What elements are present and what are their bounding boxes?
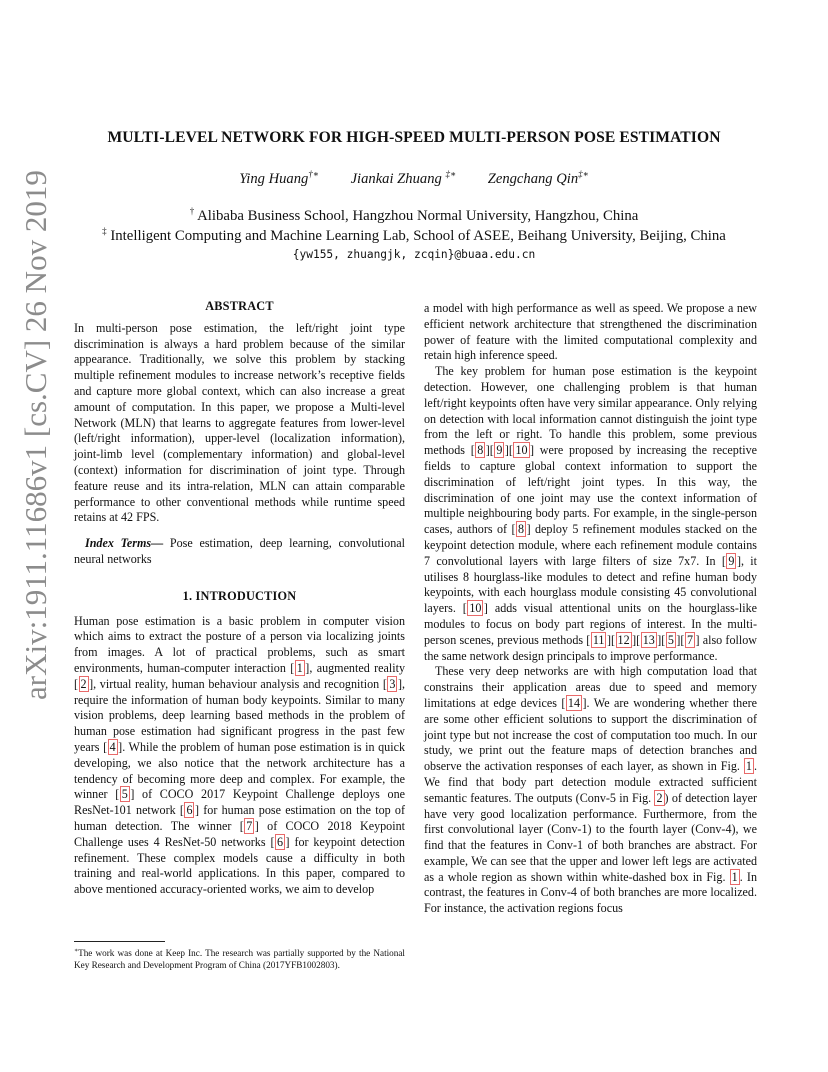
citation-link[interactable]: 4 — [109, 739, 116, 754]
footnote: ∗The work was done at Keep Inc. The research was partially supported by the National Key Research and Development Program of China (2017YFB1002803). — [74, 948, 405, 970]
body-paragraph: a model with high performance as well as speed. We propose a new efficient network architecture that strengthened the discrimination power of feature with the limited computational complexity and retain high inference speed. — [424, 301, 757, 363]
footnote-rule — [74, 941, 165, 942]
intro-paragraph: Human pose estimation is a basic problem in computer vision which aims to extract the posture of a person via localizing joints from images. A lot of practical problems, such as smart environments, human-computer interaction [ 1 ], augmented reality [ 2 ], virtual reality, human behaviour analysis and recognition [ 3 ], require the information of human body keypoints. Similar to many vision problems, deep learning based methods in the problem of human pose estimation had significant progress in the past few years [ 4 ]. While the problem of human pose estimation is in quick developing, we also notice that the network architecture has a tendency of becoming more deep and complex. For example, the winner [ 5 ] of COCO 2017 Keypoint Challenge deploys one ResNet-101 network [ 6 ] for human pose estimation on the top of human detection. The winner [ 7 ] of COCO 2018 Keypoint Challenge uses 4 ResNet-50 networks [ 6 ] for keypoint detection refinement. These complex models cause a difficulty in both training and real-world applications. In this paper, compared to above mentioned accuracy-oriented works, we aim to develop — [74, 613, 405, 897]
citation-link[interactable]: 11 — [592, 632, 605, 647]
left-column — [74, 299, 405, 898]
right-column — [424, 301, 757, 917]
citation-link[interactable]: 9 — [728, 553, 735, 568]
paper-title: MULTI-LEVEL NETWORK FOR HIGH-SPEED MULTI-PERSON POSE ESTIMATION — [107, 129, 721, 146]
affiliation: † Alibaba Business School, Hangzhou Normal University, Hangzhou, China — [189, 206, 639, 224]
citation-link[interactable]: 1 — [296, 660, 303, 675]
abstract-heading: ABSTRACT — [205, 299, 274, 313]
figure-link[interactable]: 2 — [656, 790, 663, 805]
citation-link[interactable]: 2 — [80, 676, 87, 691]
affiliation: ‡ Intelligent Computing and Machine Learning Lab, School of ASEE, Beihang University, Beijing, China — [102, 226, 726, 244]
index-terms: Index Terms— Pose estimation, deep learning, convolutional neural networks — [74, 536, 405, 566]
citation-link[interactable]: 13 — [642, 632, 655, 647]
citation-link[interactable]: 8 — [518, 522, 525, 537]
figure-link[interactable]: 1 — [745, 759, 752, 774]
citation-link[interactable]: 8 — [477, 443, 484, 458]
author-emails: {yw155, zhuangjk, zcqin}@buaa.edu.cn — [292, 248, 536, 261]
citation-link[interactable]: 10 — [469, 601, 482, 616]
abstract-body: In multi-person pose estimation, the left/right joint type discrimination is always a hard problem because of the similar appearance. Traditionally, we solve this problem by stacking multiple refinement modules to increase network’s receptive fields and capture more global context, which can also increase a great amount of computation. In this paper, we propose a Multi-level Network (MLN) that learns to aggregate features from lower-level (left/right information), upper-level (localization information), joint-limb level (complementary information) and global-level (context) information for discrimination of joint type. Through feature reuse and its intra-relation, MLN can attain comparable performance to other conventional methods while runtime speed retains at 42 FPS. — [74, 320, 405, 525]
author: Ying Huang†∗ — [239, 169, 319, 187]
citation-link[interactable]: 6 — [276, 834, 284, 849]
citation-link[interactable]: 5 — [121, 787, 128, 802]
figure-link[interactable]: 1 — [731, 869, 738, 884]
citation-link[interactable]: 7 — [246, 818, 253, 833]
citation-link[interactable]: 7 — [686, 632, 693, 647]
author: Jiankai Zhuang ‡∗ — [350, 169, 457, 187]
body-paragraph: The key problem for human pose estimation is the keypoint detection. However, one challenging problem is that human left/right keypoints often have very similar appearance. Only relying on detection with local information cannot distinguish the joint type from the left or right. To handle this problem, some previous methods [ 8 ][ 9 ][ 10 ] were proposed by increasing the receptive fields to capture global context information to support the discrimination of left/right joint types. In this way, the discrimination of one joint may use the context information of multiple neighbouring body parts. For example, in the single-person cases, authors of [ 8 ] deploy 5 refinement modules stacked on the keypoint detection module, where each refinement module contains 7 convolutional layers with large filters of size 7x7. In [ 9 ], it utilises 8 hourglass-like modules to detect and refine human body keypoints, with each hourglass module consisting 45 convolutional layers. [ 10 ] adds visual attentional units on the hourglass-like modules to focus on body part regions of interest. In the multi-person scenes, previous methods [ 11 ][ 12 ][ 13 ][ 5 ][ 7 ] also follow the same network design principals to improve performance. — [424, 364, 757, 663]
citation-link[interactable]: 5 — [667, 632, 674, 647]
citation-link[interactable]: 3 — [389, 676, 396, 691]
author: Zengchang Qin‡∗ — [487, 169, 589, 187]
citation-link[interactable]: 12 — [617, 632, 630, 647]
arxiv-stamp: arXiv:1911.11686v1 [cs.CV] 26 Nov 2019 — [18, 170, 53, 700]
introduction-heading: 1. INTRODUCTION — [182, 588, 297, 603]
index-terms-label: Index Terms— — [85, 536, 164, 551]
citation-link[interactable]: 9 — [496, 443, 503, 458]
body-paragraph: These very deep networks are with high computation load that constrains their application areas due to speed and memory limitations at edge devices [ 14 ]. We are wondering whether there are some other efficient solutions to support the discrimination of joint type but not increase the cost of computation too much. In our study, we print out the feature maps of detection branches and observe the activation responses of each layer, as shown in Fig. 1 . We find that body part detection module extracted sufficient semantic features. The outputs (Conv-5 in Fig. 2 ) of detection layer have very good localization performance. Furthermore, from the first convolutional layer (Conv-1) to the fourth layer (Conv-4), we find that the features in Conv-1 of both branches are abstract. For example, We can see that the upper and lower left legs are activated as a whole region as shown within white-dashed box in Fig. 1 . In contrast, the features in Conv-4 of both branches are more localized. For instance, the activation regions focus — [424, 664, 757, 916]
citation-link[interactable]: 6 — [186, 803, 193, 818]
citation-link[interactable]: 14 — [567, 695, 580, 710]
author-list — [40, 169, 788, 188]
citation-link[interactable]: 10 — [515, 443, 528, 458]
